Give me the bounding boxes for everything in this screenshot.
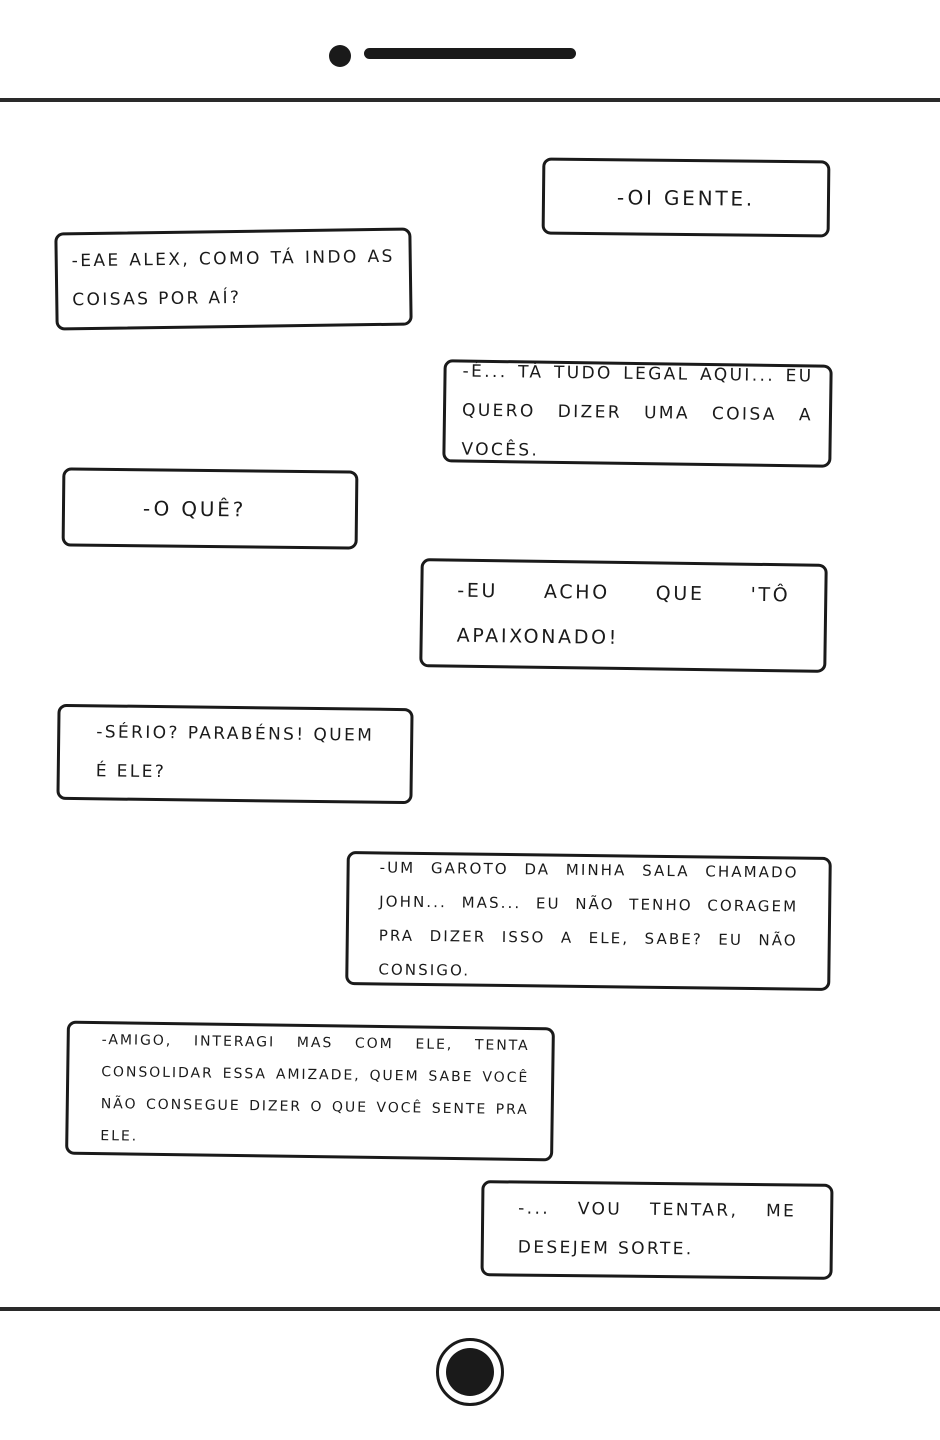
message-bubble-received	[62, 467, 359, 549]
message-text: -AMIGO, INTERAGI MAS COM ELE, TENTA CONSOLIDAR ESSA AMIZADE, QUEM SABE VOCÊ NÃO CONSEGUE DIZER O QUE VOCÊ SENTE PRA ELE.	[100, 1032, 530, 1145]
message-bubble-sent	[481, 1180, 834, 1280]
message-text: -É... TÁ TUDO LEGAL AQUI... EU QUERO DIZER UMA COISA A VOCÊS.	[461, 361, 814, 461]
message-bubble-received	[56, 704, 413, 804]
camera-icon	[329, 45, 351, 67]
message-bubble-received	[54, 228, 412, 331]
home-button[interactable]	[436, 1338, 504, 1406]
message-text: -... VOU TENTAR, ME DESEJEM SORTE.	[517, 1198, 797, 1260]
message-bubble-sent	[542, 157, 831, 237]
message-text: -OI GENTE.	[616, 184, 756, 211]
message-bubble-sent	[419, 558, 827, 673]
chat-area[interactable]	[0, 102, 940, 1307]
speaker-grille	[364, 48, 576, 59]
message-text: -UM GAROTO DA MINHA SALA CHAMADO JOHN... MAS... EU NÃO TENHO CORAGEM PRA DIZER ISSO A ELE, SABE? EU NÃO CONSIGO.	[378, 858, 799, 980]
phone-bottom-bar	[0, 1311, 940, 1440]
message-text: -EAE ALEX, COMO TÁ INDO AS COISAS POR AÍ?	[71, 246, 395, 311]
message-text: -O QUÊ?	[142, 495, 247, 521]
phone-top-bar	[0, 0, 940, 100]
message-bubble-received	[65, 1021, 555, 1162]
message-bubble-sent	[442, 359, 832, 467]
message-bubble-sent	[345, 851, 832, 991]
message-text: -EU ACHO QUE 'TÔ APAIXONADO!	[456, 579, 791, 649]
home-button-icon	[446, 1348, 494, 1396]
message-text: -SÉRIO? PARABÉNS! QUEM É ELE?	[95, 722, 375, 783]
